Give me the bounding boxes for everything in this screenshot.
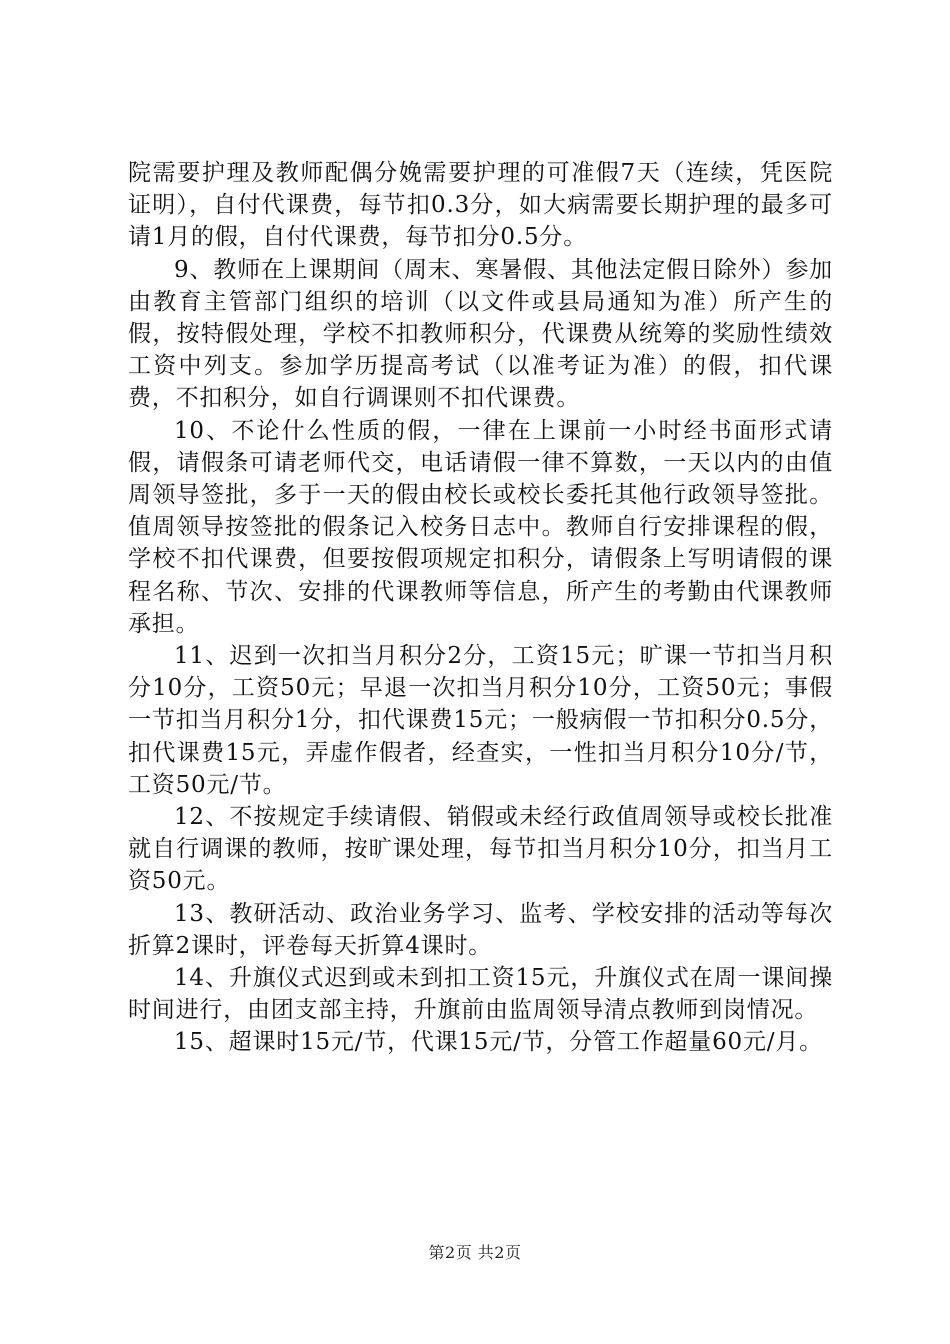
- paragraph-item-15: 15、超课时15元/节，代课15元/节，分管工作超量60元/月。: [174, 1029, 823, 1056]
- paragraph-item-13: 13、教研活动、政治业务学习、监考、学校安排的活动等每次折算2课时，评卷每天折算4课时。: [128, 900, 833, 959]
- paragraph-item-9: 9、教师在上课期间（周末、寒暑假、其他法定假日除外）参加由教育主管部门组织的培训（以文件或县局通知为准）所产生的假，按特假处理，学校不扣教师积分，代课费从统筹的奖励性绩效工资中列支。参加学历提高考试（以准考证为准）的假，扣代课费，不扣积分，如自行调课则不扣代课费。: [128, 256, 833, 412]
- page-number-footer: 第2页 共2页: [428, 1243, 522, 1262]
- paragraph-continued: 院需要护理及教师配偶分娩需要护理的可准假7天（连续，凭医院证明），自付代课费，每节扣0.3分，如大病需要长期护理的最多可请1月的假，自付代课费，每节扣分0.5分。: [128, 160, 833, 251]
- paragraph-item-11: 11、迟到一次扣当月积分2分，工资15元；旷课一节扣当月积分10分，工资50元；早退一次扣当月积分10分，工资50元；事假一节扣当月积分1分，扣代课费15元；一般病假一节扣积分0.5分，扣代课费15元，弄虚作假者，经查实，一性扣当月积分10分/节，工资50元/节。: [128, 643, 833, 798]
- paragraph-item-10: 10、不论什么性质的假，一律在上课前一小时经书面形式请假，请假条可请老师代交，电话请假一律不算数，一天以内的由值周领导签批，多于一天的假由校长或校长委托其他行政领导签批。值周领导按签批的假条记入校务日志中。教师自行安排课程的假，学校不扣代课费，但要按假项规定扣积分，请假条上写明请假的课程名称、节次、安排的代课教师等信息，所产生的考勤由代课教师承担。: [128, 417, 833, 637]
- paragraph-item-12: 12、不按规定手续请假、销假或未经行政值周领导或校长批准就自行调课的教师，按旷课处理，每节扣当月积分10分，扣当月工资50元。: [128, 804, 833, 895]
- document-body: [128, 157, 833, 1059]
- paragraph-item-14: 14、升旗仪式迟到或未到扣工资15元，升旗仪式在周一课间操时间进行，由团支部主持，升旗前由监周领导清点教师到岗情况。: [128, 965, 833, 1024]
